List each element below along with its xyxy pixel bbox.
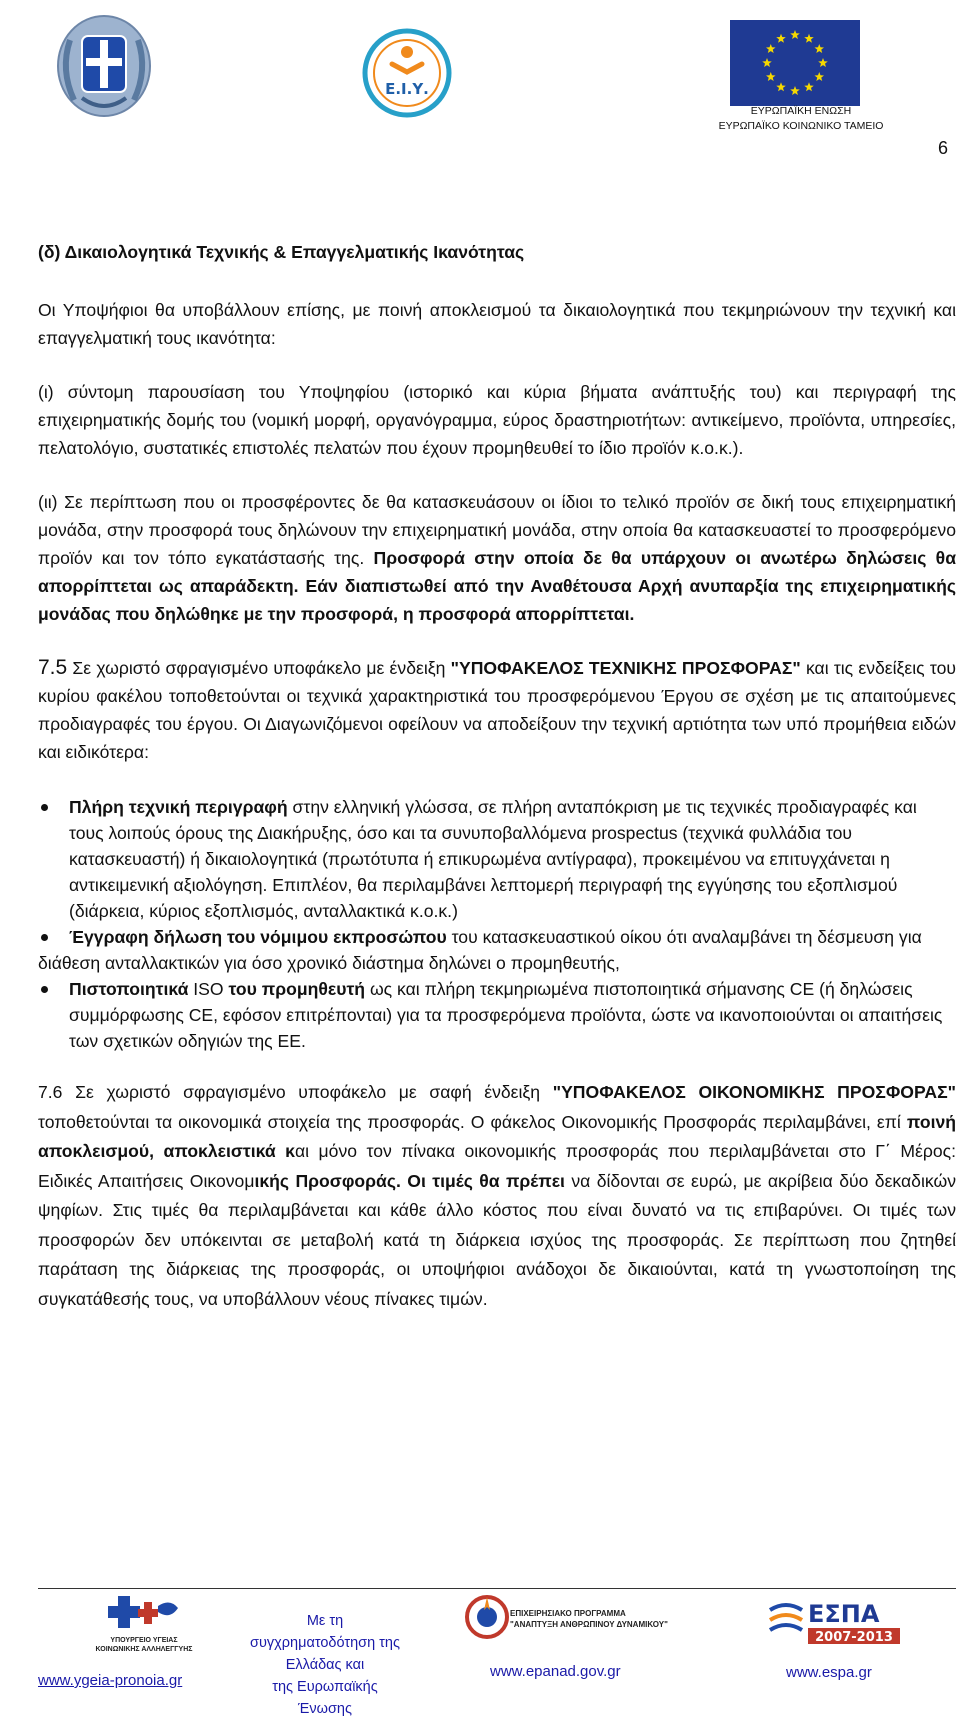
cofinance-line-2: συγχρηματοδότηση της [250, 1635, 400, 1651]
ministry-caption-line-2: ΚΟΙΝΩΝΙΚΗΣ ΑΛΛΗΛΕΓΓΥΗΣ [95, 1646, 193, 1653]
bullet-1-text: στην ελληνική γλώσσα, σε πλήρη ανταπόκριση με τις τεχνικές προδιαγραφές και τους λοιπούς όρους της Διακήρυξης, όσο και τα συνυποβαλλόμενα prospectus (τεχνικά φυλλάδια του κατασκευαστή) ή δικαιολογητικά (πρωτότυπα ή επικυρωμένα αντίγραφα), προκειμένου να επιτυγχάνεται η αντικειμενική αξιολόγηση. Επιπλέον, θα περιλαμβάνει λεπτομερή περιγραφή της εγγύησης του εξοπλισμού (διάρκεια, κύριος εξοπλισμός, ανταλλακτικά κ.ο.κ.) [69, 797, 917, 921]
page-number: 6 [938, 138, 949, 158]
bullet-1-bold: Πλήρη τεχνική περιγραφή [69, 797, 288, 817]
cofinance-line-5: Ένωσης [298, 1701, 352, 1717]
eu-caption-line-1: ΕΥΡΩΠΑΪΚΗ ΕΝΩΣΗ [750, 105, 852, 117]
section-7-6-text-1: 7.6 Σε χωριστό σφραγισμένο υποφάκελο με σαφή ένδειξη [38, 1082, 553, 1102]
cofinance-line-3: Ελλάδας και [285, 1657, 365, 1673]
ministry-caption [64, 1636, 224, 1654]
list-item [38, 976, 956, 1054]
section-d-title: (δ) Δικαιολογητικά Τεχνικής & Επαγγελματικής Ικανότητας [38, 242, 525, 262]
eiy-logo-text: Ε.Ι.Υ. [385, 80, 429, 98]
section-7-6-text-4: να δίδονται σε ευρώ, με ακρίβεια δύο δεκαδικών ψηφίων. Στις τιμές θα περιλαμβάνεται και κάθε άλλο κόστος που είναι δυνατό να τις επιβαρύνει. Οι τιμές των προσφορών δεν υπόκεινται σε μεταβολή κατά τη διάρκεια ισχύος της προσφοράς. Σε περίπτωση που ζητηθεί παράταση της διάρκειας της προσφοράς, οι υποψήφιοι ανάδοχοι δε δικαιούνται, κατά τη γνωστοποίηση της συγκατάθεσής τους, να υποβάλλουν νέους πίνακες τιμών. [38, 1170, 956, 1309]
section-7-5-num-b: 5 [55, 656, 68, 679]
section-d-item-i: (ι) σύντομη παρουσίαση του Υποψηφίου (ιστορικό και κύρια βήματα ανάπτυξής του) και περιγραφή της επιχειρηματικής δομής του (νομική μορφή, οργανόγραμμα, εύρος δραστηριοτήτων: αντικείμενο, προϊόντα, υπηρεσίες, πελατολόγιο, συστατικές επιστολές πελατών που έχουν προμηθευθεί το ίδιο προϊόν κ.ο.κ.). [38, 382, 956, 458]
bullet-3-bold: Πιστοποιητικά [69, 979, 189, 999]
list-item [38, 924, 956, 976]
section-7-5-text-1: Σε χωριστό σφραγισμένο υποφάκελο με ένδειξη [67, 658, 451, 678]
bullet-2-text: του κατασκευαστικού οίκου ότι αναλαμβάνει τη δέσμευση για διάθεση ανταλλακτικών για όσο χρονικό διάστημα δηλώνει ο προμηθευτής, [38, 927, 922, 973]
section-7-5-num-a: 7. [38, 656, 56, 679]
section-d-item-ii [38, 488, 956, 628]
espa-logo [766, 1596, 904, 1656]
bullet-3-text: ως και πλήρη τεκμηριωμένα πιστοποιητικά σήμανσης CE (ή δηλώσεις συμμόρφωσης CE, εφόσον επιτρέπονται) για τα προσφερόμενα προϊόντα, ώστε να ικανοποιούνται οι απαιτήσεις των σχετικών οδηγιών της ΕΕ. [69, 979, 943, 1051]
eu-flag-logo [730, 20, 860, 106]
ministry-website-link[interactable]: www.ygeia-pronoia.gr [38, 1672, 183, 1689]
bullet-2-bold: Έγγραφη δήλωση του νόμιμου εκπροσώπου [69, 927, 447, 947]
section-d-intro: Οι Υποψήφιοι θα υποβάλλουν επίσης, με ποινή αποκλεισμού τα δικαιολογητικά που τεκμηριώνουν την τεχνική και επαγγελματική τους ικανότητα: [38, 300, 956, 348]
ministry-caption-line-1: ΥΠΟΥΡΓΕΙΟ ΥΓΕΙΑΣ [110, 1637, 178, 1644]
section-7-5-text-2: και τις ενδείξεις του κυρίου φακέλου τοποθετούνται οι τεχνικά χαρακτηριστικά του προσφερόμενου Έργου σε σχέση με τις απαιτούμενες προδιαγραφές του έργου. Οι Διαγωνιζόμενοι οφείλουν να αποδείξουν την τεχνική αρτιότητα των υπό προμήθεια ειδών και ειδικότερα: [38, 658, 956, 762]
section-7-6-bold-2: ποινή αποκλεισμού, αποκλειστικά κ [38, 1111, 956, 1161]
cofinance-line-4: της Ευρωπαϊκής [272, 1679, 378, 1695]
bullet-3-bold-2: του προμηθευτή [228, 979, 366, 999]
technical-requirements-list [38, 794, 956, 1054]
greek-coat-of-arms-logo [52, 10, 156, 120]
section-7-6-bold-1: "ΥΠΟΦΑΚΕΛΟΣ ΟΙΚΟΝΟΜΙΚΗΣ ΠΡΟΣΦΟΡΑΣ" [552, 1082, 956, 1102]
bullet-3-text-mid: ISO [188, 979, 229, 999]
section-7-6-bold-3: ικής Προσφοράς. Οι τιμές θα πρέπει [254, 1170, 565, 1191]
epanad-caption [510, 1608, 680, 1630]
item-ii-bold-text: Προσφορά στην οποία δε θα υπάρχουν οι ανωτέρω δηλώσεις θα απορρίπτεται ως απαράδεκτη. Εάν διαπιστωθεί από την Αναθέτουσα Αρχή ανυπαρξία της επιχειρηματικής μονάδας που δηλώθηκε με την προσφορά, η προσφορά απορρίπτεται. [38, 548, 957, 624]
section-7-5 [38, 654, 956, 766]
section-7-6 [38, 1078, 956, 1314]
espa-years: 2007-2013 [815, 1630, 893, 1645]
document-body [38, 238, 956, 1314]
epanad-website[interactable]: www.epanad.gov.gr [490, 1663, 621, 1680]
cofinancing-note [236, 1610, 414, 1720]
espa-website[interactable]: www.espa.gr [786, 1664, 872, 1681]
item-ii-text: (ιι) Σε περίπτωση που οι προσφέροντες δε θα κατασκευάσουν οι ίδιοι το τελικό προϊόν σε δική τους επιχειρηματική μονάδα, στην προσφορά τους δηλώνουν την επιχειρηματική μονάδα, στην οποία θα κατασκευαστεί το προσφερόμενο προϊόν και τον τόπο εγκατάστασής της. [38, 492, 956, 568]
eu-caption [716, 104, 886, 134]
epanad-caption-line-1: ΕΠΙΧΕΙΡΗΣΙΑΚΟ ΠΡΟΓΡΑΜΜΑ [510, 1609, 626, 1618]
epanad-caption-line-2: "ΑΝΑΠΤΥΞΗ ΑΝΘΡΩΠΙΝΟΥ ΔΥΝΑΜΙΚΟΥ" [510, 1620, 668, 1629]
eu-caption-line-2: ΕΥΡΩΠΑΪΚΟ ΚΟΙΝΩΝΙΚΟ ΤΑΜΕΙΟ [718, 120, 884, 132]
epanad-emblem-logo [462, 1592, 512, 1642]
cofinance-line-1: Με τη [306, 1613, 344, 1629]
section-7-5-bold-1: "ΥΠΟΦΑΚΕΛΟΣ ΤΕΧΝΙΚΗΣ ΠΡΟΣΦΟΡΑΣ" [450, 658, 801, 678]
ministry-of-health-logo [74, 1594, 214, 1642]
espa-title: ΕΣΠΑ [808, 1600, 880, 1628]
footer-divider [38, 1588, 956, 1589]
eiy-foundation-logo [362, 28, 452, 118]
section-7-6-text-2: τοποθετούνται τα οικονομικά στοιχεία της προσφοράς. Ο φάκελος Οικονομικής Προσφοράς περιλαμβάνει, επί [38, 1111, 907, 1132]
section-7-6-text-3: αι μόνο τον πίνακα οικονομικής προσφοράς που περιλαμβάνεται στο Γ΄ Μέρος: Ειδικές Απαιτήσεις Οικονομ [38, 1141, 956, 1191]
list-item [38, 794, 956, 924]
